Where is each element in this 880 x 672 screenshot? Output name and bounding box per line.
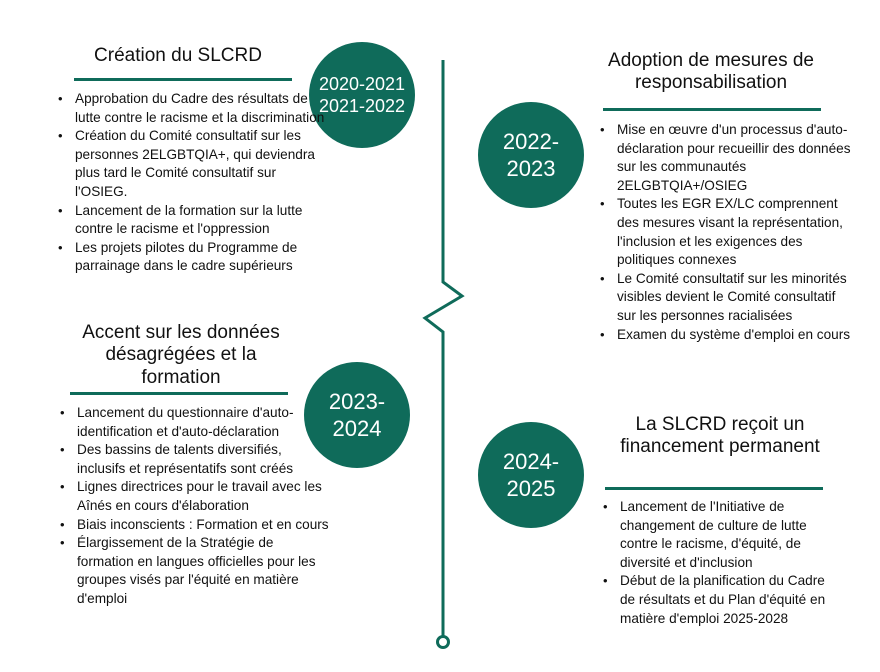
list-item: • Mise en œuvre d'un processus d'auto-déclaration pour recueillir des données sur les communautés 2ELGBTQIA+/OSIEG [600,121,852,195]
timeline-end-marker [438,637,449,648]
section-1-year-line-2: 2021-2022 [318,96,406,116]
section-2-year-line-1: 2022- [502,128,560,154]
list-item: • Biais inconscients : Formation et en cours [60,516,330,535]
list-item: • Début de la planification du Cadre de résultats et du Plan d'équité en matière d'emploi 2025-2028 [603,572,843,628]
section-1-rule [74,78,292,81]
list-item: • Création du Comité consultatif sur les personnes 2ELGBTQIA+, qui deviendra plus tard le Comité consultatif sur l'OSIEG. [58,127,332,201]
list-item: • Les projets pilotes du Programme de parrainage dans le cadre supérieurs [58,239,332,276]
section-4-year-line-1: 2024- [502,448,560,474]
list-item: • Le Comité consultatif sur les minorités visibles devient le Comité consultatif sur les personnes racialisées [600,270,852,326]
list-item: • Des bassins de talents diversifiés, inclusifs et représentatifs sont créés [60,441,330,478]
list-item: • Lignes directrices pour le travail avec les Aînés en cours d'élaboration [60,478,330,515]
section-4-title: La SLCRD reçoit un financement permanent [620,414,820,458]
section-1-title: Création du SLCRD [94,45,262,66]
list-item: • Lancement de l'Initiative de changement de culture de lutte contre le racisme, d'équité, de diversité et d'inclusion [603,498,843,572]
section-3-year-line-1: 2023- [328,388,386,414]
section-2-year-line-2: 2023 [506,156,556,181]
section-4-rule [605,487,823,490]
section-3-bullets [60,404,330,609]
section-2-title: Adoption de mesures de responsabilisation [608,50,814,94]
section-2-year-badge [478,102,584,208]
section-2-rule [603,108,821,111]
list-item: • Approbation du Cadre des résultats de lutte contre le racisme et la discrimination [58,90,332,127]
list-item: • Examen du système d'emploi en cours [600,326,852,345]
section-3-year-line-2: 2024 [332,416,382,441]
list-item: • Toutes les EGR EX/LC comprennent des mesures visant la représentation, l'inclusion et les exigences des politiques connexes [600,195,852,269]
section-3-title: Accent sur les données désagrégées et la formation [82,322,280,388]
list-item: • Élargissement de la Stratégie de formation en langues officielles pour les groupes visés par l'équité en matière d'emploi [60,534,330,608]
section-2-bullets [600,121,852,344]
list-item: • Lancement de la formation sur la lutte contre le racisme et l'oppression [58,202,332,239]
list-item: • Lancement du questionnaire d'auto-identification et d'auto-déclaration [60,404,330,441]
section-4-year-badge [478,422,584,528]
section-1-year-line-1: 2020-2021 [318,73,406,94]
section-1-bullets [58,90,332,276]
section-4-year-line-2: 2025 [506,476,556,501]
section-4-bullets [603,498,843,628]
section-3-rule [70,392,288,395]
